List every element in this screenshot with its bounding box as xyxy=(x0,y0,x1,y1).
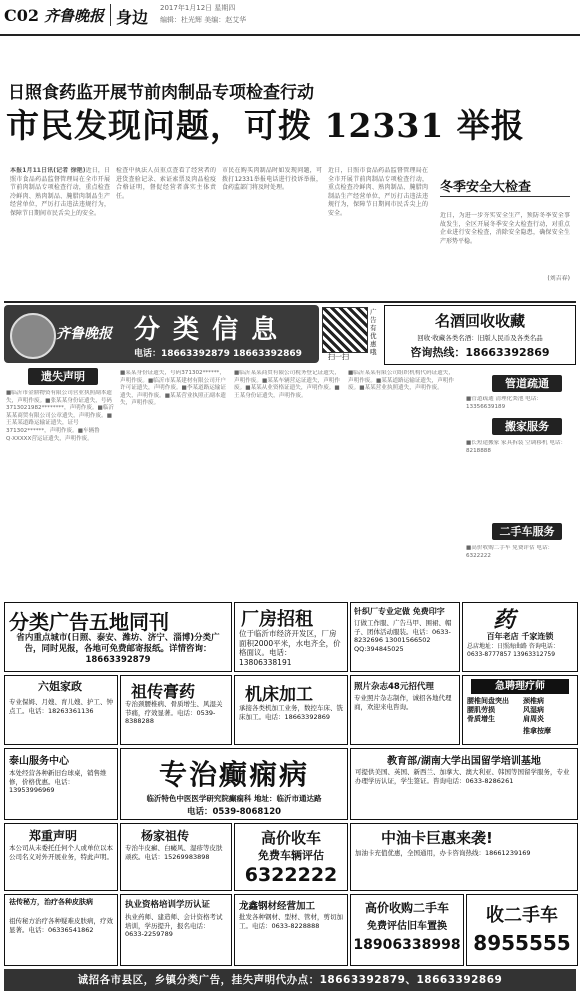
classified-column-2: ■某某身份证遗失，号码371302******，声明作废。■临沂市某某建材有限公司开户许可证遗失，声明作废。■李某道路运输证遗失，声明作废。■某某营业执照正副本遗失，声明作废。 xyxy=(120,370,226,407)
divider xyxy=(110,4,111,26)
photo-magazine-text: 专业照片杂志制作，诚招各地代理商，欢迎来电咨询。 xyxy=(354,694,452,711)
photo-magazine-title: 照片杂志48元招代理 xyxy=(354,682,434,692)
declaration-title: 郑重声明 xyxy=(29,829,78,843)
training-ad xyxy=(120,894,232,966)
article-column-2: 检查中执法人员重点查看了经营者的进货查验记录、索证索票及肉品检疫合格证明，督促经营者落实主体责任。 xyxy=(116,167,216,200)
used-car-title: 高价收购二手车 xyxy=(364,901,449,915)
five-city-text: 省内重点城市(日照、泰安、潍坊、济宁、淄博)分类广告，同时见报，各地可免费邮寄报纸。详情咨询：18663392879 xyxy=(16,633,220,665)
billiards-ad xyxy=(4,748,118,820)
banner-logo: 齐鲁晚报 xyxy=(56,326,112,342)
article-column-1: 本报1月11日讯(记者 徐艳)近日，日照市食品药品监督管理局在全市开展节前肉制品专项检查行动，重点检查冷鲜肉、熟肉制品、腌腊肉制品生产经营单位，严厉打击违法违规行为，保障节日期间市民舌尖上的安全。 xyxy=(10,167,110,217)
study-abroad-title: 教育部/湖南大学出国留学培训基地 xyxy=(387,756,541,767)
housekeeping-text: 专业保姆、月嫂、育儿嫂、护工、钟点工。电话：18263361136 xyxy=(9,698,113,715)
factory-title: 厂房招租 xyxy=(241,609,313,630)
page-code: C02 xyxy=(4,6,39,25)
used-car-phone: 18906338998 xyxy=(353,937,461,953)
car-buying-title: 高价收车 xyxy=(260,829,321,847)
classified-column-3: ■临沂某某商贸有限公司税务登记证遗失，声明作废。■某某车辆营运证遗失，声明作废。■某某从业资格证遗失，声明作废。■王某身份证遗失，声明作废。 xyxy=(234,370,340,399)
recycle-title: 名酒回收收藏 xyxy=(434,312,525,330)
article-headline: 市民发现问题，可拨 12331 举报 xyxy=(6,106,525,145)
epilepsy-ad xyxy=(120,748,348,820)
article-column-4: 近日，日照市食品药品监督管理局在全市开展节前肉制品专项检查行动，重点检查冷鲜肉、熟肉制品、腌腊肉制品生产经营单位，严厉打击违法违规行为，保障节日期间市民舌尖上的安全。 xyxy=(328,167,428,217)
list-item: 肩周炎 xyxy=(523,715,544,723)
machining-title: 机床加工 xyxy=(245,685,313,705)
fuel-card-text: 加油卡充值优惠，全国通用，办卡咨询热线：18661239169 xyxy=(355,849,531,857)
plaster-title: 祖传膏药 xyxy=(131,682,196,701)
housekeeping-ad xyxy=(4,675,118,745)
knitwear-text: 订做工作服、广告马甲、围裙、帽子、团体活动服装。电话：0633-8232696 13001566502 QQ:394845025 xyxy=(354,619,452,653)
epilepsy-title: 专治癫痫病 xyxy=(159,758,310,791)
declaration-ad xyxy=(4,823,118,891)
secret-remedy-text: 祖传秘方治疗各种疑难皮肤病，疗效显著。电话：06336541862 xyxy=(9,917,113,934)
page-header xyxy=(0,0,580,36)
classified-column-1: ■临沂市金鼎物资有限公司营业执照副本遗失，声明作废。■张某某身份证遗失，号码3713021982********，声明作废。■临沂某某商贸有限公司公章遗失，声明作废。■王某某道路运输证遗失，证号371302******，声明作废。■车辆鲁Q·XXXXX营运证遗失，声明作废。 xyxy=(6,390,114,442)
secret-remedy-ad xyxy=(4,894,118,966)
used-car-text: ■高价收购二手车 免费评估 电话：6322222 xyxy=(466,545,554,559)
used-car-label: 二手车服务 xyxy=(492,523,562,540)
qr-code xyxy=(322,307,368,353)
drain-text: ■管道疏通 清理化粪池 电话：13356639189 xyxy=(466,396,542,410)
therapist-tag: 推拿按摩 xyxy=(523,727,551,735)
recycle-ad xyxy=(384,305,576,365)
article-column-3: 市民在购买肉制品时如发现问题，可拨打12331举报电话进行投诉举报，食药监部门将及时处理。 xyxy=(222,167,322,192)
moving-label: 搬家服务 xyxy=(492,418,562,435)
list-item: 骨质增生 xyxy=(467,715,495,723)
car-collect-phone: 8955555 xyxy=(473,931,571,955)
training-title: 执业资格培训学历认证 xyxy=(125,900,211,910)
fuel-card-ad xyxy=(350,823,578,891)
pharmacy-ad xyxy=(462,602,578,672)
training-text: 执业药师、建造师、会计资格考试培训，学历提升，报名电话：0633-2259789 xyxy=(125,913,223,938)
five-city-title: 分类广告五地同刊 xyxy=(9,610,169,634)
used-car-subtitle: 免费评估旧车置换 xyxy=(367,921,447,932)
classified-column-4: ■临沂某某有限公司组织机构代码证遗失，声明作废。■某某道路运输证遗失，声明作废。■某某营业执照遗失，声明作废。 xyxy=(348,370,454,392)
pharmacy-text: 总店地址：日照海曲路 咨询电话：0633-8777857 13963312759 xyxy=(467,643,559,658)
machining-ad xyxy=(234,675,348,745)
housekeeping-title: 六姐家政 xyxy=(15,679,105,695)
therapist-ad xyxy=(462,675,578,745)
car-buying-phone: 6322222 xyxy=(244,864,338,886)
plaster-ad xyxy=(120,675,232,745)
moving-text: ■长短途搬家 家具拆装 空调移机 电话：8218888 xyxy=(466,440,567,454)
divider xyxy=(440,196,570,197)
epilepsy-text: 临沂特色中医医学研究院癫痫科 地址：临沂市通达路 xyxy=(146,794,322,803)
car-collect-title: 收二手车 xyxy=(486,905,558,926)
article-kicker: 日照食药监开展节前肉制品专项检查行动 xyxy=(8,83,314,103)
brand-emblem xyxy=(10,313,56,359)
declaration-text: 本公司从未委托任何个人或单位以本公司名义对外开展业务，特此声明。 xyxy=(9,844,113,861)
list-item: 腰椎间盘突出 xyxy=(467,697,509,705)
billiards-text: 本处经营各种新旧台球桌，销售维修，价格优惠。电话：13953996969 xyxy=(9,769,107,794)
epilepsy-phone: 电话：0539-8068120 xyxy=(186,807,282,817)
sidebar-title: 冬季安全大检查 xyxy=(440,180,532,195)
steel-ad xyxy=(234,894,348,966)
lost-notice-label: 遗失声明 xyxy=(28,368,98,385)
sidebar-body: 近日，为进一步夯实安全生产，预防冬季安全事故发生，全区开展冬季安全大检查行动，对重点企业进行安全检查，消除安全隐患，确保安全生产形势平稳。 xyxy=(440,212,570,245)
pharmacy-slogan: 百年老店 千家连锁 xyxy=(486,632,554,641)
list-item: 颈椎病 xyxy=(523,697,544,705)
recycle-phone: 咨询热线：18663392869 xyxy=(410,346,550,359)
pharmacy-logo: 药 xyxy=(493,607,516,633)
steel-text: 批发各种钢材、型材、管材，剪切加工。电话：0633-8228888 xyxy=(239,913,343,930)
section-title: 身边 xyxy=(116,8,149,27)
list-item: 腰肌劳损 xyxy=(467,706,495,714)
secret-remedy-title: 祛传秘方，治疗各种皮肤病 xyxy=(9,898,93,906)
factory-ad xyxy=(234,602,348,672)
skin-remedy-title: 杨家祖传 xyxy=(141,829,190,843)
therapist-title: 急聘理疗师 xyxy=(471,679,569,694)
car-collect-ad xyxy=(466,894,578,966)
dateline: 本报1月11日讯(记者 徐艳) xyxy=(10,167,86,174)
sidebar-byline: (刘吉春) xyxy=(547,275,570,282)
therapist-items-right xyxy=(523,697,575,724)
study-abroad-text: 可提供美国、英国、新西兰、加拿大、澳大利亚、韩国等国留学服务，专业办理学历认证，学生签证。咨询电话：0633-8286261 xyxy=(355,768,570,785)
issue-date: 2017年1月12日 星期四 xyxy=(160,4,236,12)
plaster-text: 专治颈腰椎病、骨质增生、风湿关节痛，疗效显著。电话：0539-8388288 xyxy=(125,700,223,725)
car-buying-ad xyxy=(234,823,348,891)
list-item: 风湿病 xyxy=(523,706,544,714)
therapist-items-left xyxy=(467,697,519,724)
drain-label: 管道疏通 xyxy=(492,375,562,392)
recycle-desc: 回收·收藏各类名酒：旧版人民币及各类名品 xyxy=(417,334,543,342)
classified-banner xyxy=(4,305,319,363)
scan-label: 扫一扫 xyxy=(328,353,349,361)
banner-phone: 电话：18663392879 18663392869 xyxy=(134,349,302,359)
five-city-ad xyxy=(4,602,232,672)
billiards-title: 泰山服务中心 xyxy=(9,756,69,767)
steel-title: 龙鑫钢材经营加工 xyxy=(239,901,316,912)
study-abroad-ad xyxy=(350,748,578,820)
knitwear-ad xyxy=(350,602,460,672)
photo-magazine-ad xyxy=(350,675,460,745)
footer-bar: 诚招各市县区，乡镇分类广告，挂失声明代办点：18663392879、18663392869 xyxy=(4,969,576,991)
skin-remedy-text: 专治牛皮癣、白癜风、湿疹等皮肤顽疾。电话：15269983898 xyxy=(125,844,223,861)
machining-text: 承接各类机加工业务，数控车床、铣床加工。电话：18663392869 xyxy=(239,704,343,721)
fuel-card-title: 中油卡巨惠来袭! xyxy=(381,829,493,847)
brand-logo: 齐鲁晚报 xyxy=(44,7,105,25)
car-buying-subtitle: 免费车辆评估 xyxy=(258,849,324,862)
discount-note: 广告有优惠哦 xyxy=(370,308,377,356)
editor-credit: 编辑：杜光辉 美编：赵艾华 xyxy=(160,16,247,24)
skin-remedy-ad xyxy=(120,823,232,891)
banner-title: 分 类 信 息 xyxy=(134,315,280,345)
used-car-ad xyxy=(350,894,464,966)
factory-text: 位于临沂市经济开发区，厂房面积2000平米，水电齐全，价格面议。电话：13806338191 xyxy=(239,629,341,667)
divider xyxy=(4,301,576,303)
knitwear-title: 针织厂专业定做 免费印字 xyxy=(354,607,445,616)
